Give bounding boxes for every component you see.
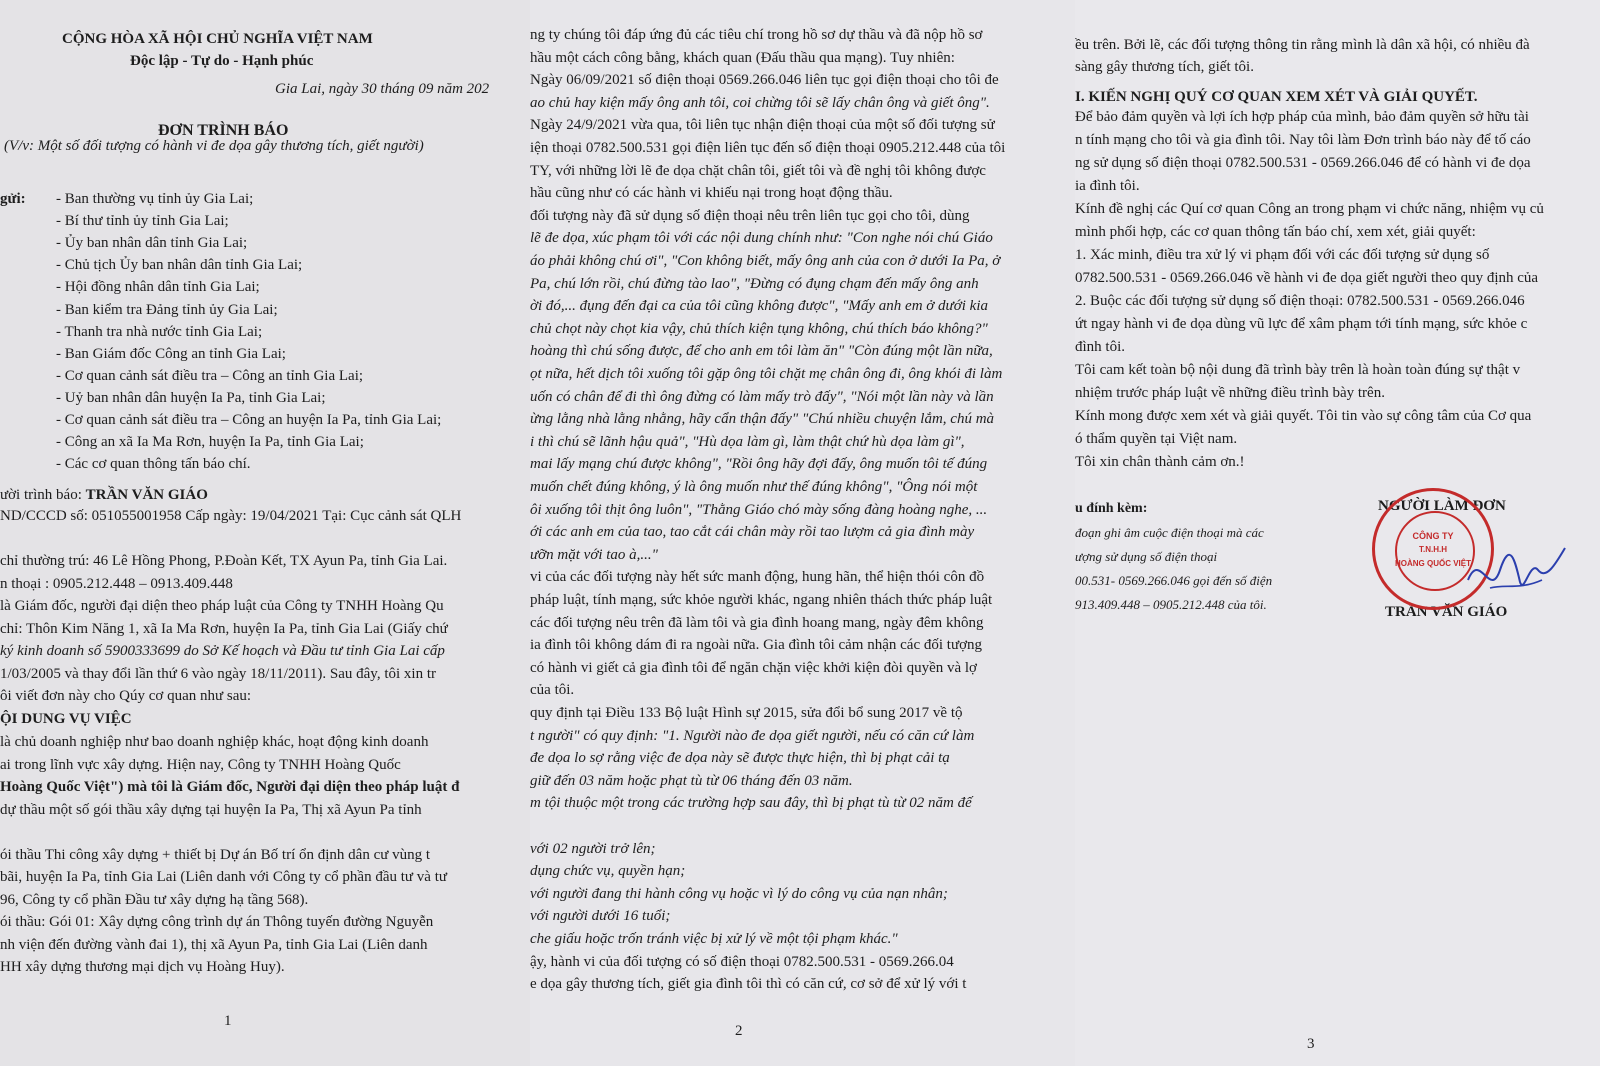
seal-text-mid: T.N.H.H <box>1419 545 1447 554</box>
document-page-2 <box>530 0 1075 1066</box>
body-line: các đối tượng nêu trên đã làm tôi và gia đình hoang mang, ngày đêm không <box>530 614 984 631</box>
body-line: ói thầu: Gói 01: Xây dựng công trình dự án Thông tuyến đường Nguyễn <box>0 914 434 930</box>
page-number-2: 2 <box>735 1023 743 1039</box>
body-line: ia đình tôi không dám đi ra ngoài nữa. Gia đình tôi cảm nhận các đối tượng <box>530 637 983 654</box>
seal-text-top: CÔNG TY <box>1412 531 1454 541</box>
body-line: ều trên. Bởi lẽ, các đối tượng thông tin rằng mình là dân xã hội, có nhiều đà <box>1075 37 1530 53</box>
body-line: của tôi. <box>530 682 575 699</box>
address-line: chỉ thường trú: 46 Lê Hồng Phong, P.Đoàn Kết, TX Ayun Pa, tỉnh Gia Lai. <box>0 553 448 569</box>
body-line: là Giám đốc, người đại diện theo pháp luật của Công ty TNHH Hoàng Qu <box>0 598 444 614</box>
recipient-item: - Ban thường vụ tỉnh ủy Gia Lai; <box>56 191 254 207</box>
body-line: Ngày 24/9/2021 vừa qua, tôi liên tục nhận điện thoại của một số đối tượng sử <box>530 117 995 134</box>
body-line: vi của các đối tượng này hết sức manh động, hung hãn, thể hiện thói côn đồ <box>530 569 985 586</box>
body-line: ói thầu Thi công xây dựng + thiết bị Dự án Bố trí ổn định dân cư vùng t <box>0 846 431 863</box>
body-line: nh viện đến đường vành đai 1), thị xã Ayun Pa, tỉnh Gia Lai (Liên danh <box>0 936 428 953</box>
body-line: 2. Buộc các đối tượng sử dụng số điện thoại: 0782.500.531 - 0569.266.046 <box>1075 293 1525 309</box>
body-line: ia đình tôi. <box>1075 178 1140 194</box>
body-line: đình tôi. <box>1075 339 1126 355</box>
body-line: đối tượng này đã sử dụng số điện thoại nêu trên liên tục gọi cho tôi, dùng <box>530 207 970 224</box>
document-title: ĐƠN TRÌNH BÁO <box>158 122 289 139</box>
body-line: ời đó,... đụng đến đại ca của tôi cũng không được", "Mấy anh em ở dưới kia <box>530 298 988 315</box>
reporter-name: TRẦN VĂN GIÁO <box>85 487 208 503</box>
body-line: Để bảo đảm quyền và lợi ích hợp pháp của mình, bảo đảm quyền sở hữu tài <box>1075 109 1529 125</box>
body-line: 96, Công ty cổ phần Đầu tư xây dựng hạ tầng 568). <box>0 891 309 908</box>
body-line: mình phối hợp, các cơ quan thông tấn báo chí, xem xét, giải quyết: <box>1075 224 1476 240</box>
body-line: ai trong lĩnh vực xây dựng. Hiện nay, Công ty TNHH Hoàng Quốc <box>0 756 401 773</box>
body-line: ôi xuống tôi thịt ông luôn", "Thằng Giáo chó mày sống đàng hoàng nghe, ... <box>530 501 988 518</box>
recipient-item: - Cơ quan cảnh sát điều tra – Công an huyện Ia Pa, tỉnh Gia Lai; <box>56 412 442 428</box>
body-line: TY, với những lời lẽ đe dọa chặt chân tôi, giết tôi và đề nghị tôi không được <box>530 162 986 179</box>
seal-text-bottom: HOÀNG QUỐC VIỆT <box>1394 559 1471 568</box>
page-number-3: 3 <box>1307 1036 1315 1052</box>
body-line: chỉ: Thôn Kim Năng 1, xã Ia Ma Rơn, huyện Ia Pa, tỉnh Gia Lai (Giấy chứ <box>0 620 448 637</box>
phone-line: n thoại : 0905.212.448 – 0913.409.448 <box>0 576 233 592</box>
body-line: t người" có quy định: "1. Người nào đe dọa giết người, nếu có căn cứ làm <box>530 727 975 744</box>
handwritten-signature <box>1460 540 1570 610</box>
reporter-line <box>0 486 208 504</box>
recipient-item: - Thanh tra nhà nước tỉnh Gia Lai; <box>56 323 263 340</box>
body-line: Ngày 06/09/2021 số điện thoại 0569.266.046 liên tục gọi điện thoại cho tôi đe <box>530 72 999 89</box>
body-line: iện thoại 0782.500.531 gọi điện liên tục đến số điện thoại 0905.212.448 của tôi <box>530 140 1006 156</box>
recipient-item: - Bí thư tỉnh ủy tỉnh Gia Lai; <box>56 213 229 230</box>
body-line: ứt ngay hành vi đe dọa dùng vũ lực để xâm phạm tới tính mạng, sức khỏe c <box>1075 316 1528 332</box>
signer-title: NGƯỜI LÀM ĐƠN <box>1378 498 1506 514</box>
recipient-item: - Ủy ban nhân dân tỉnh Gia Lai; <box>56 235 248 252</box>
body-line: muốn chết đúng không, ý là ông muốn như thế đúng không", "Ông nói một <box>530 479 978 495</box>
body-line: Hoàng Quốc Việt") mà tôi là Giám đốc, Người đại diện theo pháp luật đ <box>0 779 460 795</box>
body-line: với người dưới 16 tuổi; <box>530 908 671 925</box>
body-line: ới các anh em của tao, tao cắt cái chân mày rồi tao lượm cả gia đình mày <box>530 524 975 541</box>
body-line: i thì chú sẽ lãnh hậu quả", "Hù dọa làm gì, làm thật chứ hù dọa làm gì", <box>530 433 965 450</box>
reporter-label: ười trình báo: <box>0 487 86 503</box>
body-line: ao chủ hay kiện mấy ông anh tôi, coi chừng tôi sẽ lấy chân ông và giết ông". <box>530 94 990 111</box>
signer-name: TRẦN VĂN GIÁO <box>1385 604 1508 620</box>
attachment-item: đoạn ghi âm cuộc điện thoại mà các <box>1075 525 1264 540</box>
body-line: Tôi xin chân thành cảm ơn.! <box>1075 454 1245 470</box>
body-line: ng ty chúng tôi đáp ứng đủ các tiêu chí trong hồ sơ dự thầu và đã nộp hồ sơ <box>530 27 983 43</box>
body-line: giữ đến 03 năm hoặc phạt tù từ 06 tháng đến 03 năm. <box>530 772 853 789</box>
body-line: mai lấy mạng chú được không", "Rồi ông hãy đợi đấy, ông muốn tôi tế đúng <box>530 456 988 473</box>
body-line: nhiệm trước pháp luật về những điều trình bày trên. <box>1075 385 1385 401</box>
body-line: lẽ đe dọa, xúc phạm tôi với các nội dung chính như: "Con nghe nói chú Giáo <box>530 230 993 247</box>
body-line: n tính mạng cho tôi và gia đình tôi. Nay tôi làm Đơn trình báo này để tố cáo <box>1075 132 1531 148</box>
body-line: Kính mong được xem xét và giải quyết. Tôi tin vào sự công tâm của Cơ qua <box>1075 408 1532 424</box>
body-line: hoàng thì chú sống được, để cho anh em tôi làm ăn" "Còn đúng một lần nữa, <box>530 343 993 360</box>
body-line: ọt nữa, hết dịch tôi xuống tôi gặp ông tôi chặt mẹ chân ông đi, ông khói đi làm <box>530 366 1003 382</box>
body-line: sàng gây thương tích, giết tôi. <box>1075 59 1254 75</box>
header-motto: Độc lập - Tự do - Hạnh phúc <box>130 53 314 69</box>
page-number-1: 1 <box>224 1013 232 1029</box>
body-line: ậy, hành vi của đối tượng có số điện thoại 0782.500.531 - 0569.266.04 <box>530 953 954 970</box>
body-line: có hành vi giết cả gia đình tôi để ngăn chặn việc khởi kiện đòi quyền và lợ <box>530 659 977 676</box>
body-line: che giấu hoặc trốn tránh việc bị xử lý về một tội phạm khác." <box>530 931 898 947</box>
send-to-label: gửi: <box>0 191 26 207</box>
body-line: Kính đề nghị các Quí cơ quan Công an trong phạm vi chức năng, nhiệm vụ củ <box>1075 201 1544 217</box>
body-line: ừng lằng nhà lằng nhằng, hãy cẩn thận đấy" "Chú nhiều chuyện lắm, chú mà <box>530 411 995 428</box>
header-country: CỘNG HÒA XÃ HỘI CHỦ NGHĨA VIỆT NAM <box>62 31 373 47</box>
date-line: Gia Lai, ngày 30 tháng 09 năm 202 <box>275 81 490 97</box>
body-line: 1/03/2005 và thay đổi lần thứ 6 vào ngày 18/11/2011). Sau đây, tôi xin tr <box>0 665 436 682</box>
body-line: hầu cũng như có các hành vi khiếu nại trong hoạt động thầu. <box>530 185 893 202</box>
body-line: pháp luật, tính mạng, sức khỏe người khác, ngang nhiên thách thức pháp luật <box>530 592 993 608</box>
recipient-item: - Ban kiểm tra Đảng tỉnh ủy Gia Lai; <box>56 301 278 318</box>
section-heading-recommendation: I. KIẾN NGHỊ QUÝ CƠ QUAN XEM XÉT VÀ GIẢI QUYẾT. <box>1075 89 1478 105</box>
attachment-item: 913.409.448 – 0905.212.448 của tôi. <box>1075 597 1267 612</box>
section-heading: ỘI DUNG VỤ VIỆC <box>0 711 132 727</box>
body-line: với 02 người trở lên; <box>530 840 656 857</box>
body-line: dự thầu một số gói thầu xây dựng tại huyện Ia Pa, Thị xã Ayun Pa tỉnh <box>0 801 422 818</box>
body-line: ôi viết đơn này cho Qúy cơ quan như sau: <box>0 688 252 704</box>
body-line: Tôi cam kết toàn bộ nội dung đã trình bày trên là hoàn toàn đúng sự thật v <box>1075 362 1521 378</box>
recipient-item: - Ban Giám đốc Công an tỉnh Gia Lai; <box>56 345 286 362</box>
body-line: ưỡn mặt với tao à,..." <box>530 546 658 563</box>
body-line: ký kinh doanh số 5900333699 do Sở Kế hoạch và Đầu tư tỉnh Gia Lai cấp <box>0 643 445 659</box>
body-line: chủ chọt này chọt kia vậy, chủ thích kiện tụng không, chú thích báo không?" <box>530 320 988 337</box>
body-line: áo phải không chú ơi", "Con không biết, mấy ông anh của con ở dưới Ia Pa, ở <box>530 253 1001 269</box>
body-line: ó thẩm quyền tại Việt nam. <box>1075 431 1238 447</box>
recipient-item: - Công an xã Ia Ma Rơn, huyện Ia Pa, tỉnh Gia Lai; <box>56 434 364 451</box>
recipient-item: - Cơ quan cảnh sát điều tra – Công an tỉnh Gia Lai; <box>56 367 364 384</box>
attachment-label: u đính kèm: <box>1075 501 1148 516</box>
body-line: bãi, huyện Ia Pa, tỉnh Gia Lai (Liên danh với Công ty cổ phần đầu tư và tư <box>0 869 448 885</box>
body-line: uốn có chân để đi thì ông đừng có làm mấy trò đấy", "Nói một lần này và lần <box>530 388 994 405</box>
body-line: HH xây dựng thương mại dịch vụ Hoàng Huy). <box>0 959 285 975</box>
body-line: ng sử dụng số điện thoại 0782.500.531 - 0569.266.046 để có hành vi đe dọa <box>1075 155 1531 171</box>
body-line: đe dọa lo sợ rằng việc đe dọa này sẽ được thực hiện, thì bị phạt cải tạ <box>530 750 950 767</box>
attachment-item: ượng sử dụng số điện thoại <box>1075 549 1218 564</box>
body-line: quy định tại Điều 133 Bộ luật Hình sự 2015, sửa đổi bổ sung 2017 về tộ <box>530 705 963 721</box>
recipient-item: - Các cơ quan thông tấn báo chí. <box>56 456 251 473</box>
body-line: e dọa gây thương tích, giết gia đình tôi thì có căn cứ, cơ sở để xử lý với t <box>530 976 967 993</box>
body-line: dụng chức vụ, quyền hạn; <box>530 863 686 880</box>
body-line: Pa, chú lớn rồi, chú đừng tào lao", "Đừng có đụng chạm đến mấy ông anh <box>530 275 979 292</box>
body-line: 0782.500.531 - 0569.266.046 về hành vi đe dọa giết người theo quy định của <box>1075 270 1539 286</box>
body-line: 1. Xác minh, điều tra xử lý vi phạm đối với các đối tượng sử dụng số <box>1075 247 1490 263</box>
recipient-item: - Chủ tịch Ủy ban nhân dân tỉnh Gia Lai; <box>56 257 303 274</box>
id-line: ND/CCCD số: 051055001958 Cấp ngày: 19/04/2021 Tại: Cục cảnh sát QLH <box>0 508 462 524</box>
recipient-item: - Uỷ ban nhân dân huyện Ia Pa, tỉnh Gia Lai; <box>56 389 326 406</box>
document-page-3 <box>1075 0 1600 1066</box>
document-page-1 <box>0 0 530 1066</box>
body-line: m tội thuộc một trong các trường hợp sau đây, thì bị phạt tù từ 02 năm đế <box>530 795 972 812</box>
body-line: là chủ doanh nghiệp như bao doanh nghiệp khác, hoạt động kinh doanh <box>0 734 429 750</box>
body-line: với người đang thi hành công vụ hoặc vì lý do công vụ của nạn nhân; <box>530 885 948 902</box>
attachment-item: 00.531- 0569.266.046 gọi đến số điện <box>1075 573 1273 588</box>
body-line: hầu một cách công bằng, khách quan (Đấu thầu qua mạng). Tuy nhiên: <box>530 49 955 66</box>
recipient-item: - Hội đồng nhân dân tỉnh Gia Lai; <box>56 279 260 296</box>
document-subject: (V/v: Một số đối tượng có hành vi đe dọa gây thương tích, giết người) <box>4 138 424 154</box>
